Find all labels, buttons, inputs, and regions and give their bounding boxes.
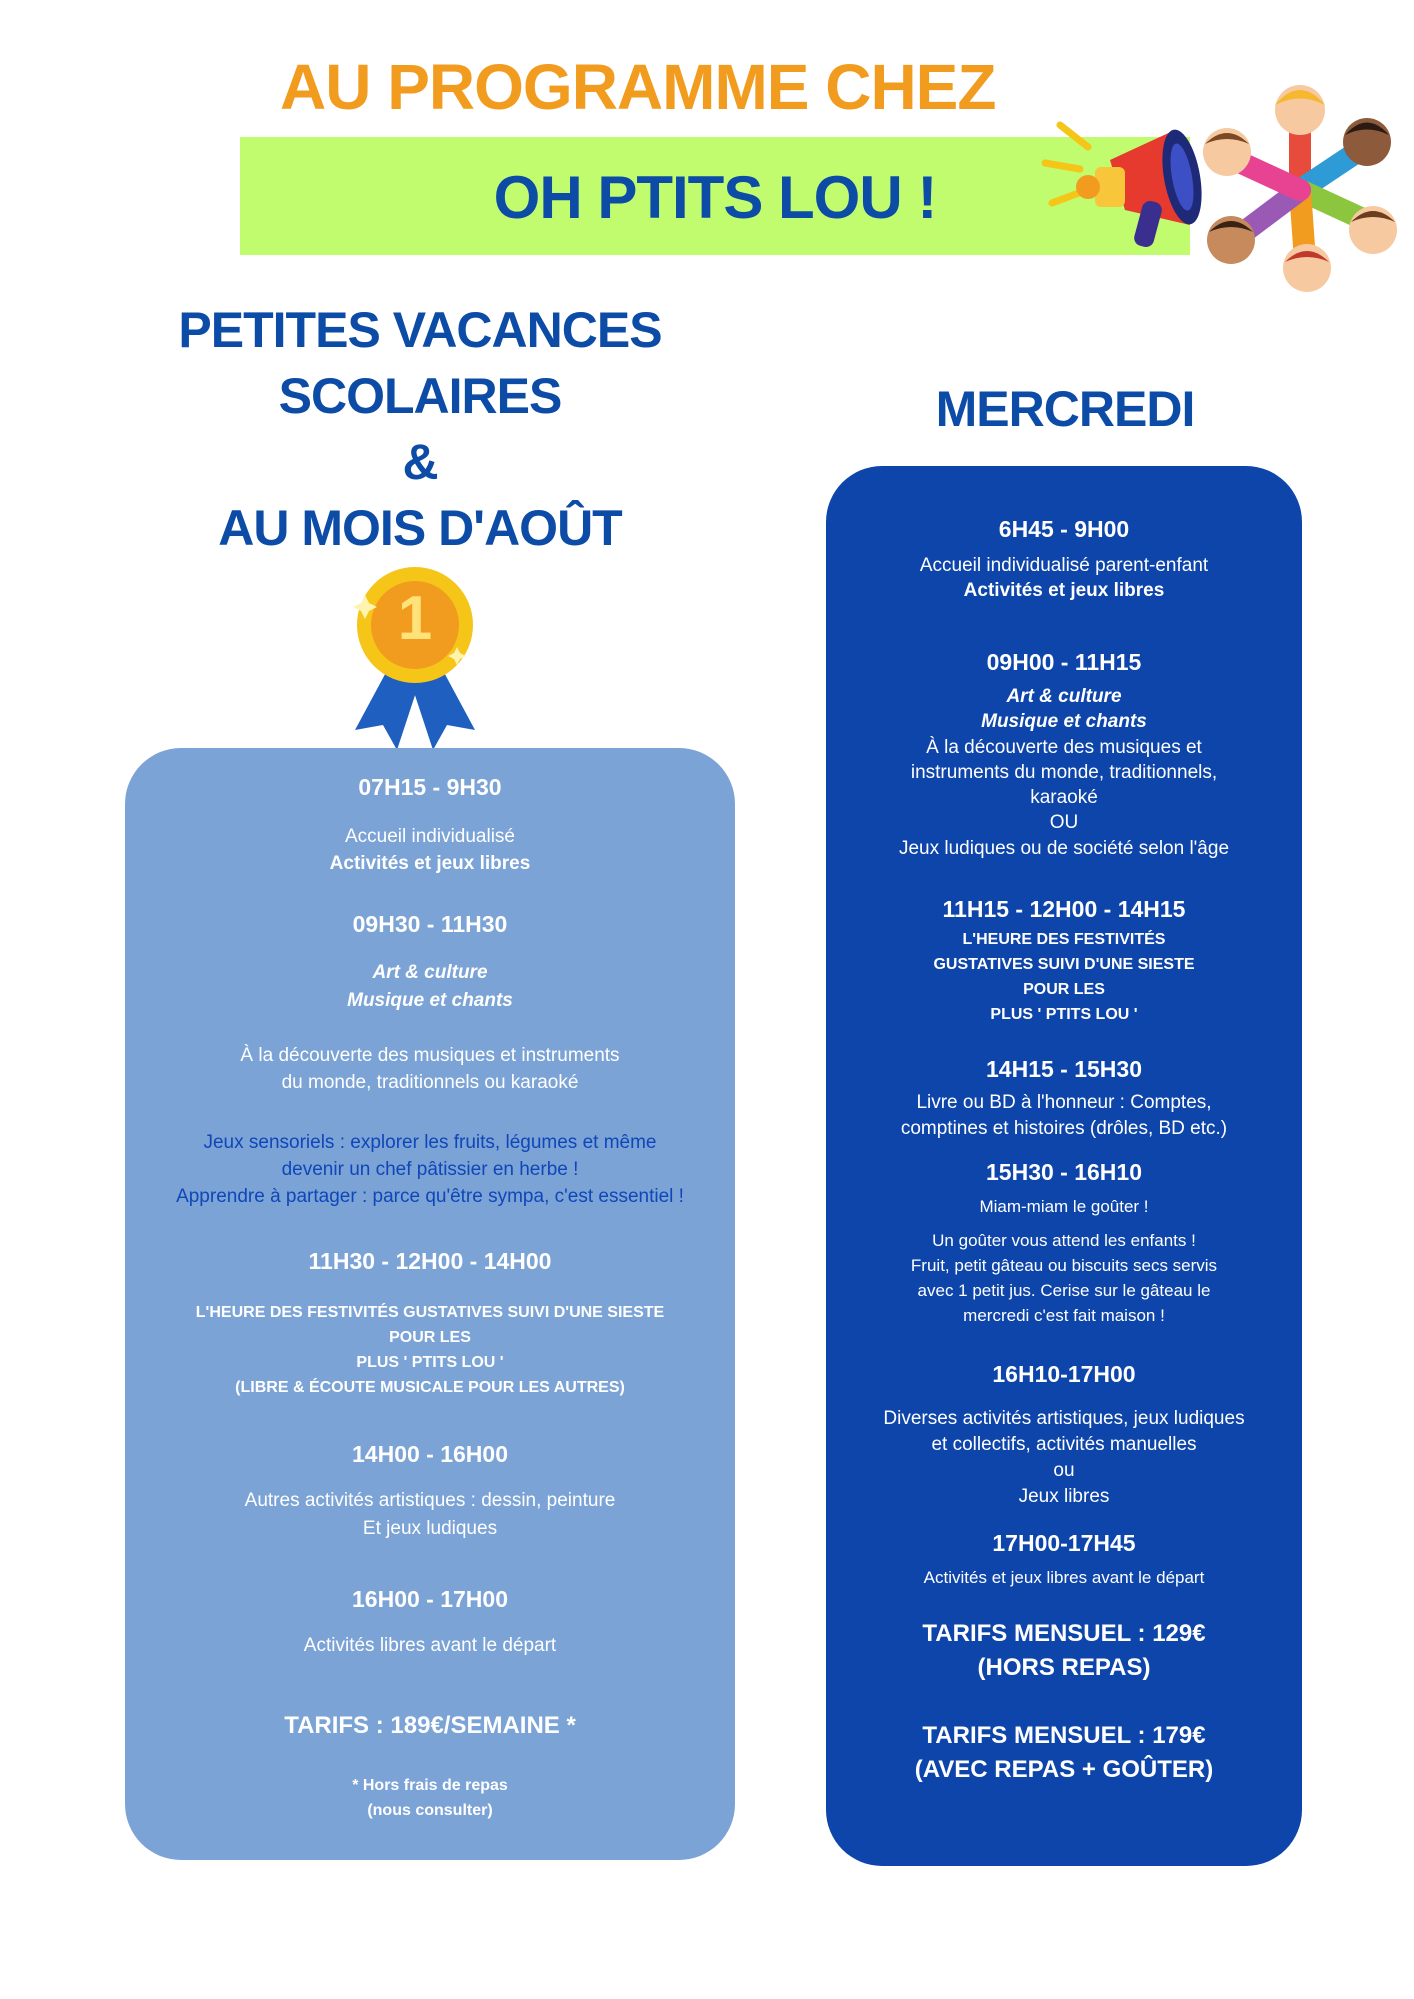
activity-text: Activités et jeux libres avant le départ [923, 1568, 1205, 1587]
left-section-title [120, 297, 720, 561]
time-slot: 16H10-17H00 [992, 1361, 1136, 1387]
time-slot: 15H30 - 16H10 [986, 1159, 1142, 1185]
activity-text: Fruit, petit gâteau ou biscuits secs servis [910, 1256, 1218, 1275]
activity-text: mercredi c'est fait maison ! [963, 1306, 1165, 1325]
activity-text: Apprendre à partager : parce qu'être sympa, c'est essentiel ! [176, 1186, 684, 1207]
activity-text: Jeux sensoriels : explorer les fruits, légumes et même [203, 1132, 657, 1153]
activity-text: POUR LES [389, 1329, 471, 1346]
activity-text: L'HEURE DES FESTIVITÉS GUSTATIVES SUIVI D'UNE SIESTE [195, 1304, 665, 1321]
activity-text: karaoké [1030, 787, 1098, 808]
price-note: (nous consulter) [367, 1802, 493, 1819]
activity-text: Livre ou BD à l'honneur : Comptes, [916, 1092, 1212, 1113]
activity-text: du monde, traditionnels ou karaoké [281, 1072, 579, 1093]
activity-text: OU [1049, 812, 1079, 833]
time-slot: 14H00 - 16H00 [352, 1441, 508, 1467]
activity-text: Activités libres avant le départ [303, 1635, 557, 1656]
activity-text: Musique et chants [347, 990, 513, 1011]
activity-text: L'HEURE DES FESTIVITÉS [962, 931, 1166, 948]
activity-text: Jeux ludiques ou de société selon l'âge [898, 838, 1230, 859]
time-slot: 16H00 - 17H00 [352, 1586, 508, 1612]
activity-text: À la découverte des musiques et instruments [240, 1045, 620, 1066]
activity-text: Et jeux ludiques [362, 1518, 498, 1539]
price-text: TARIFS : 189€/SEMAINE * [284, 1712, 576, 1739]
left-title-line: SCOLAIRES [278, 368, 562, 424]
wednesday-schedule-panel [826, 466, 1302, 1866]
left-title-line: & [402, 434, 438, 490]
activity-text: et collectifs, activités manuelles [931, 1434, 1197, 1455]
activity-text: PLUS ' PTITS LOU ' [990, 1006, 1138, 1023]
left-title-line: PETITES VACANCES [178, 302, 662, 358]
time-slot: 14H15 - 15H30 [986, 1056, 1142, 1082]
right-section-title: MERCREDI [935, 381, 1195, 437]
activity-text: Art & culture [1006, 686, 1122, 707]
activity-text: Activités et jeux libres [329, 853, 531, 874]
header-title-line1: AU PROGRAMME CHEZ [280, 51, 996, 123]
activity-text: Musique et chants [981, 711, 1147, 732]
activity-text: Miam-miam le goûter ! [979, 1197, 1149, 1216]
activity-text: Accueil individualisé [344, 826, 516, 847]
activity-text: (LIBRE & ÉCOUTE MUSICALE POUR LES AUTRES) [235, 1379, 625, 1396]
medal-number: 1 [397, 584, 433, 653]
activity-text: Art & culture [372, 962, 488, 983]
activity-text: ou [1053, 1460, 1075, 1481]
header-title-line2: OH PTITS LOU ! [493, 164, 937, 231]
price-text: (HORS REPAS) [977, 1654, 1151, 1681]
price-text: TARIFS MENSUEL : 129€ [922, 1620, 1206, 1647]
price-text: TARIFS MENSUEL : 179€ [922, 1722, 1206, 1749]
activity-text: instruments du monde, traditionnels, [910, 762, 1218, 783]
time-slot: 17H00-17H45 [992, 1530, 1136, 1556]
activity-text: Diverses activités artistiques, jeux ludiques [883, 1408, 1245, 1429]
price-note: * Hors frais de repas [352, 1777, 508, 1794]
medal-icon [335, 565, 495, 755]
left-title-line: AU MOIS D'AOÛT [218, 500, 622, 556]
activity-text: comptines et histoires (drôles, BD etc.) [900, 1118, 1228, 1139]
activity-text: Accueil individualisé parent-enfant [919, 555, 1209, 576]
activity-text: Jeux libres [1018, 1486, 1110, 1507]
time-slot: 07H15 - 9H30 [358, 774, 502, 800]
activity-text: À la découverte des musiques et [926, 737, 1202, 758]
activity-text: devenir un chef pâtissier en herbe ! [281, 1159, 579, 1180]
time-slot: 09H00 - 11H15 [986, 649, 1142, 675]
activity-text: Autres activités artistiques : dessin, peinture [244, 1490, 616, 1511]
activity-text: GUSTATIVES SUIVI D'UNE SIESTE [933, 956, 1195, 973]
activity-text: POUR LES [1023, 981, 1105, 998]
time-slot: 09H30 - 11H30 [352, 911, 508, 937]
children-circle-illustration [1195, 80, 1405, 295]
activity-text: Activités et jeux libres [963, 580, 1165, 601]
time-slot: 6H45 - 9H00 [998, 516, 1130, 542]
time-slot: 11H15 - 12H00 - 14H15 [942, 896, 1186, 922]
time-slot: 11H30 - 12H00 - 14H00 [308, 1248, 552, 1274]
activity-text: avec 1 petit jus. Cerise sur le gâteau le [917, 1281, 1211, 1300]
holiday-schedule-panel [125, 748, 735, 1860]
activity-text: PLUS ' PTITS LOU ' [356, 1354, 504, 1371]
price-text: (AVEC REPAS + GOÛTER) [914, 1756, 1214, 1783]
activity-text: Un goûter vous attend les enfants ! [932, 1231, 1196, 1250]
